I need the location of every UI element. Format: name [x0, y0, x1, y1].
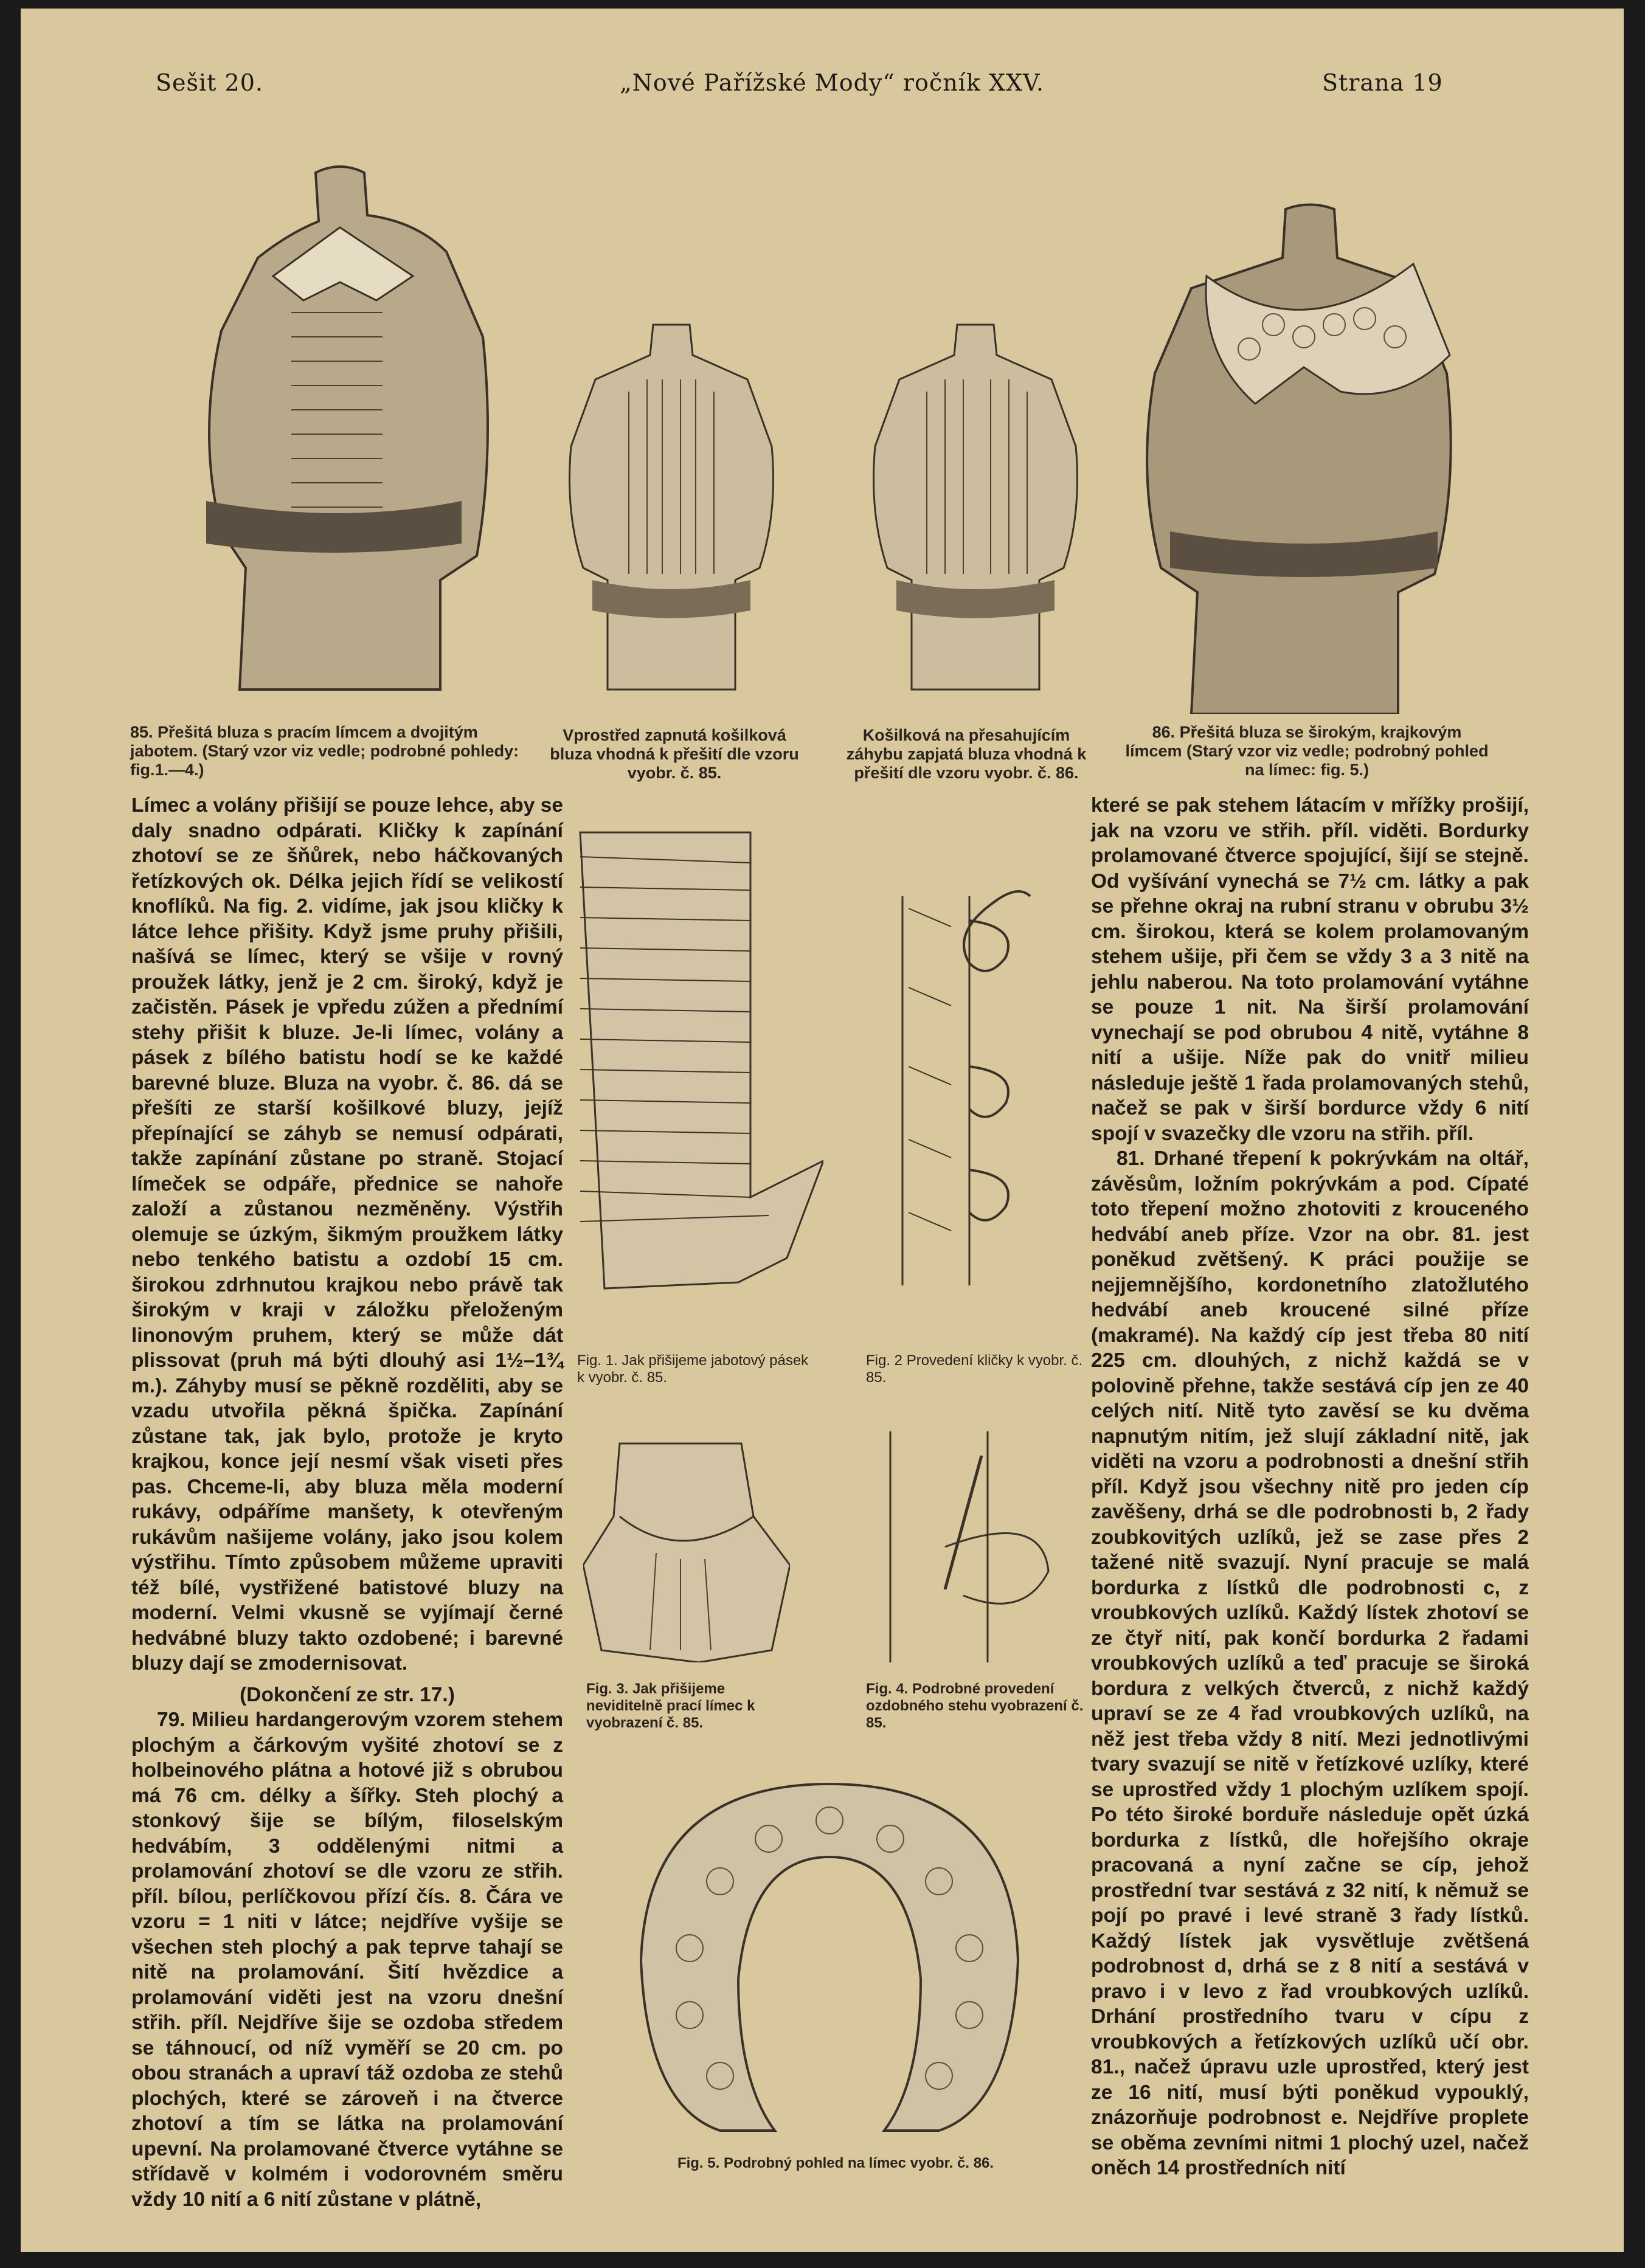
header-journal-title: „Nové Pařížské Mody“ ročník XXV. [620, 69, 1044, 96]
caption-fig-1: Fig. 1. Jak přišijeme jabotový pásek k vyobr. č. 85. [577, 1352, 809, 1386]
caption-fig-2: Fig. 2 Provedení kličky k vyobr. č. 85. [866, 1352, 1083, 1386]
left-column [131, 793, 563, 2212]
caption-fig-86: 86. Přešitá bluza se širokým, krajkovým límcem (Starý vzor viz vedle; podrobný pohled na límec: fig. 5.) [1125, 723, 1489, 779]
caption-middle-blouse-2: Košilková na přesahujícím záhybu zapjatá bluza vhodná k přešití dle vzoru vyobr. č. 86. [846, 726, 1087, 782]
shirt-blouse-front-illustration [556, 313, 787, 702]
blouse-85-illustration [182, 161, 498, 702]
fig-2-loop-illustration [890, 884, 1055, 1298]
page [21, 9, 1624, 2252]
fig-1-jabot-band-illustration [568, 820, 823, 1301]
fig-4-stitch-illustration [878, 1425, 1073, 1668]
header-issue: Sešit 20. [156, 69, 263, 96]
paragraph-79-continued: které se pak stehem látacím v mřížky prošijí, jak na vzoru ve střih. příl. viděti. Bordurky prolamované čtverce spojující, šijí se stejně. Od vyšívání vynechá se 7½ cm. látky a pak se přehne okraj na rubní stranu v obrubu 3½ cm. širokou, která se kolem prolamovaným stehem ušije, při čem se vždy 3 a 3 nitě na jehlu naberou. Na toto prolamování vytáhne se pouze 1 nit. Na širší prolamování vynechají se pod obrubou 4 nitě, vytáhne 8 nití a ušije. Níže pak do vnitř milieu následuje ještě 1 řada prolamovaných stehů, načež se pak v širší bordurce vždy 6 nití spojí v svazečky dle vzoru na střih. příl. [1091, 794, 1529, 1145]
paragraph-blouse-alterations: Límec a volány přišijí se pouze lehce, aby se daly snadno odpárati. Kličky k zapínání zhotoví se ze šňůrek, nebo háčkovaných řetízkových ok. Délka jejich řídí se velikostí knoflíků. Na fig. 2. vidíme, jak jsou kličky k látce lehce přišity. Když jsme pruhy přišili, našívá se límec, který se všije v rovný proužek látky, jenž je 2 cm. široký, když je začistěn. Pásek je vpředu zúžen a přednímí stehy přišit k bluze. Je-li límec, volány a pásek z bílého batistu hodí se ke každé barevné bluze. Bluza na vyobr. č. 86. dá se přešíti ze starší košilkové bluzy, jejíž přepínající se záhyb se nemusí odpárati, takže zapínání zůstane po straně. Stojací límeček se odpáře, přednice se nahoře založí a zůstanou nezměněny. Výstřih olemuje se úzkým, šikmým proužkem látky nebo tenkého batistu a ozdobí 15 cm. širokou zdrhnutou krajkou nebo právě tak širokým v kraji v záložku přeloženým linonovým pruhem, který se může dát plissovat (pruh má býti dlouhý asi 1½–1¾ m.). Záhyby musí se pěkně rozděliti, aby se vzadu utvořila pěkná špička. Zapínání zůstane tak, jak bylo, protože je kryto krajkou, konce její nesmí však viseti přes pas. Chceme-li, aby bluza měla moderní rukávy, odpáříme manšety, k otevřeným rukávům našijeme volány, jako jsou kolem výstřihu. Tímto způsobem můžeme upraviti též bílé, vystřižené batistové bluzy na moderní. Velmi vkusně se vyjímají černé hedvábné bluzy takto ozdobené; i barevné bluzy dají se zmodernisovat. [131, 794, 563, 1675]
caption-fig-4: Fig. 4. Podrobné provedení ozdobného stehu vyobrazení č. 85. [866, 1681, 1084, 1731]
paragraph-79-milieu: 79. Milieu hardangerovým vzorem stehem plochým a čárkovým vyšité zhotoví se z holbeinového plátna a hotové již s obrubou má 76 cm. délky a šířky. Steh plochý a stonkový šije se bílým, filoselským hedvábím, 3 oddělenými nitmi a prolamování zhotoví se dle vzoru ze střih. příl. bílou, perlíčkovou přízí čís. 8. Čára ve vzoru = 1 niti v látce; nejdříve vyšije se všechen steh plochý a pak teprve tahají se nitě na prolamování. Šití hvězdice a prolamování viděti jest na vzoru dnešní střih. příl. Nejdříve šije se ozdoba středem se táhnoucí, od níž vyměří se 20 cm. po obou stranách a upraví táž ozdoba ze stehů plochých, které se zároveň i na čtverce zhotoví a tím se látka na prolamování upevní. Na prolamované čtverce vytáhne se střídavě v kolmém i vodorovném směru vždy 10 nití a 6 nití zůstane v plátně, [131, 1709, 563, 2211]
blouse-86-illustration [1134, 203, 1474, 714]
fig-3-collar-illustration [583, 1431, 790, 1662]
paragraph-81-fringe: 81. Drhané třepení k pokrývkám na oltář, závěsům, ložním pokrývkám a pod. Cípaté toto třepení možno zhotoviti z krouceného hedvábí aneb příze. Vzor na obr. 81. jest poněkud zvětšený. K práci použije se nejjemnějšího, kordonetního zlatožlutého hedvábí aneb kroucené silné příze (makramé). Na každý cíp jest třeba 80 nití 225 cm. dlouhých, z nichž každá se v polovině přehne, takže sestává cíp jen ze 40 celých nití. Nitě tyto zavěsí se ku dvěma napnutým nitím, jež slují základní nitě, jak viděti na vzoru a podrobnosti a dnešní střih příl. Když jsou všechny nitě pro jeden cíp zavěšeny, drhá se dle podrobnosti b, 2 řady zoubkovitých uzlíků, jež se zase přes 2 tažené nitě svazují. Nyní pracuje se malá bordurka z lístků dle podrobnosti c, z vroubkových uzlíků. Každý lístek zhotoví se ze čtyř nití, pak končí bordurka 2 řadami vroubkových uzlíků a teď pracuje se široká bordura z velkých čtverců, z nichž každý upraví se ze 4 řad vroubkových uzlíků, na něž jest třeba vždy 8 nití. Mezi jednotlivými tvary svazují se nitě v řetízkové uzlíky, které se uprostřed vždy 1 plochým uzlíkem spojí. Po této široké borduře následuje opět úzká bordurka z lístků, dle hořejšího okraje pracovaná a nyní začne se cíp, jehož prostřední tvar sestává z 32 nití, k němuž se pojí po pravé i levé straně 3 řady lístků. Každý lístek jak vysvětluje zvětšená podrobnost d, drhá se z 8 nití a sestává v pravo i v levo z řad vroubkových uzlíků. Drhání prostředního tvaru v cípu z vroubkových a řetízkových uzlíků učí obr. 81., načež úpravu uzle uprostřed, který jest ze 16 nití, musí býti poněkud vypouklý, znázorňuje podrobnost e. Nejdříve proplete se oběma zevními nitmi 1 plochý uzel, načež oněch 14 prostředních nití [1091, 1147, 1529, 2179]
caption-fig-5: Fig. 5. Podrobný pohled na límec vyobr. č. 86. [677, 2155, 994, 2171]
right-column [1091, 793, 1529, 2181]
fig-5-lace-collar-illustration [629, 1772, 1030, 2137]
shirt-blouse-side-illustration [860, 313, 1091, 702]
caption-middle-blouse-1: Vprostřed zapnutá košilková bluza vhodná k přešití dle vzoru vyobr. č. 85. [550, 726, 799, 782]
caption-fig-3: Fig. 3. Jak přišijeme neviditelně prací límec k vyobrazení č. 85. [586, 1681, 755, 1731]
header-page-number: Strana 19 [1322, 69, 1443, 96]
caption-fig-85: 85. Přešitá bluza s pracím límcem a dvojitým jabotem. (Starý vzor viz vedle; podrobné pohledy: fig.1.—4.) [130, 723, 519, 779]
continuation-note: (Dokončení ze str. 17.) [240, 1683, 455, 1706]
